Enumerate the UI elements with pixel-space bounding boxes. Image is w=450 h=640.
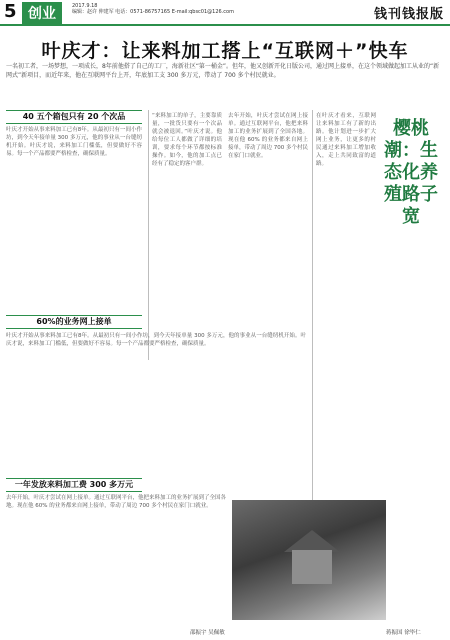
issue-date: 2017.9.18: [72, 3, 98, 9]
photo-roof: [284, 530, 340, 552]
page-header: [0, 0, 450, 26]
editor-line: 编辑：赵许 伸建军 电话：0571-86757165 E-mail:qbsc01@126.com: [72, 9, 234, 15]
section-heading-3: 一年发放来料加工费 300 多万元: [6, 478, 142, 492]
byline-right: 蒋振国 徐毕仁: [386, 630, 421, 636]
column-divider: [148, 110, 149, 360]
body-text-col1: 叶庆才开始从事来料加工已有8年。从最初只有一间小作坊，到今天年接单量 300 多万元，他的事业从一台缝纫机开始。叶庆才说，来料加工门槛低，但要做好不容易。每一个产品都要严格检查，确保质量。: [6, 127, 142, 157]
body-text-col3-lower: 去年开始，叶庆才尝试在网上接单。通过互联网平台，他把来料加工的业务扩展到了全国各地。现在他 60% 的业务都来自网上接单，带动了周边 700 多个村民在家门口就业。: [6, 495, 227, 509]
page-number: 5: [4, 1, 17, 22]
body-text-right: 在叶庆才看来，互联网让来料加工有了新的出路。他计划进一步扩大网上业务，让更多的村民通过来料加工增加收入，走上共同致富的道路。: [316, 113, 376, 167]
section-heading-1: 40 五个箱包只有 20 个次品: [6, 110, 142, 124]
masthead: 钱刊钱报版: [373, 7, 444, 22]
intro-paragraph: 一名初工者，一场梦想，一项成长，8年前他搭了自己的工厂，海新社区“第一桶金”。但年，他又创新开化日版公司，通过网上接单，在这个领域做起加工从业的“新网式”新项目，而近年来，他在互联网平台上开，年底加工支 300 多万元，带动了 700 多个村民就业。: [6, 63, 440, 79]
headline: 叶庆才：让来料加工搭上“互联网＋”快车: [41, 40, 409, 62]
article-photo: [232, 500, 386, 620]
section-label: 创业: [22, 2, 62, 24]
body-text-col2: “来料加工的单子，主要靠质量，一批货只要有一个次品就会被退回。”叶庆才说。他给每位工人都做了详细的培训，要求每个环节都按标准操作。如今，他的加工点已经有了稳定的客户群。: [152, 113, 222, 167]
body-text-col1-lower: 叶庆才开始从事来料加工已有8年。从最初只有一间小作坊，到今天年接单量 300 多万元，他的事业从一台缝纫机开始。叶庆才说，来料加工门槛低，但要做好不容易。每一个产品都要严格检查，确保质量。: [6, 333, 306, 347]
body-text-col3: 去年开始，叶庆才尝试在网上接单。通过互联网平台，他把来料加工的业务扩展到了全国各地。现在他 60% 的业务都来自网上接单，带动了周边 700 多个村民在家门口就业。: [228, 113, 308, 159]
header-meta: [72, 3, 234, 15]
section-heading-2: 60%的业务网上接单: [6, 315, 142, 329]
byline-left: 邵振宇 吴佩敏: [190, 630, 225, 636]
photo-hut: [292, 550, 332, 584]
sidebar-title: 樱桃潮：生态化养殖路子宽: [384, 118, 438, 227]
